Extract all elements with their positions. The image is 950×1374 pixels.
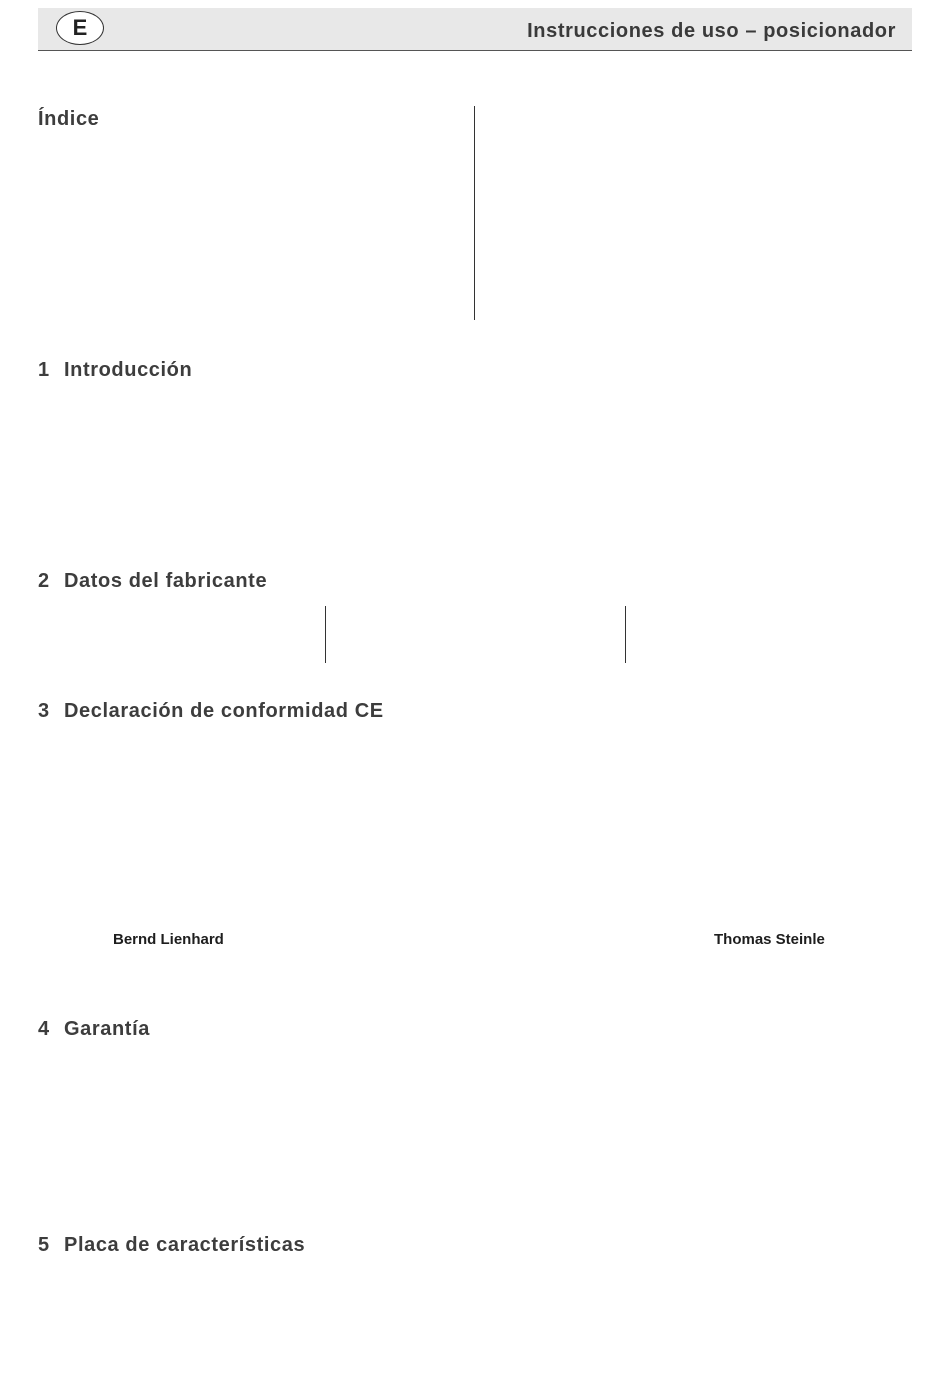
section-heading-warranty	[38, 1018, 150, 1041]
section-title: Garantía	[64, 1018, 150, 1040]
section-title: Datos del fabricante	[64, 570, 268, 592]
section-heading-introduction	[38, 359, 192, 382]
page-header	[38, 8, 912, 51]
section-number: 2	[38, 570, 50, 592]
signatory-name: Bernd Lienhard	[113, 931, 224, 948]
section-title: Declaración de conformidad CE	[64, 700, 384, 722]
toc-column-divider	[474, 106, 475, 320]
signatory-name: Thomas Steinle	[714, 931, 825, 948]
section-number: 1	[38, 359, 50, 381]
section-heading-nameplate	[38, 1234, 305, 1257]
section-title: Introducción	[64, 359, 193, 381]
section-title: Placa de características	[64, 1234, 306, 1256]
section-number: 4	[38, 1018, 50, 1040]
manufacturer-column-divider	[625, 606, 626, 663]
section-number: 3	[38, 700, 50, 722]
section-heading-manufacturer	[38, 570, 267, 593]
language-badge: E	[56, 11, 104, 45]
toc-heading: Índice	[38, 108, 100, 130]
manufacturer-column-divider	[325, 606, 326, 663]
document-title: Instrucciones de uso – posicionador	[527, 20, 896, 42]
section-heading-declaration	[38, 700, 384, 723]
section-number: 5	[38, 1234, 50, 1256]
